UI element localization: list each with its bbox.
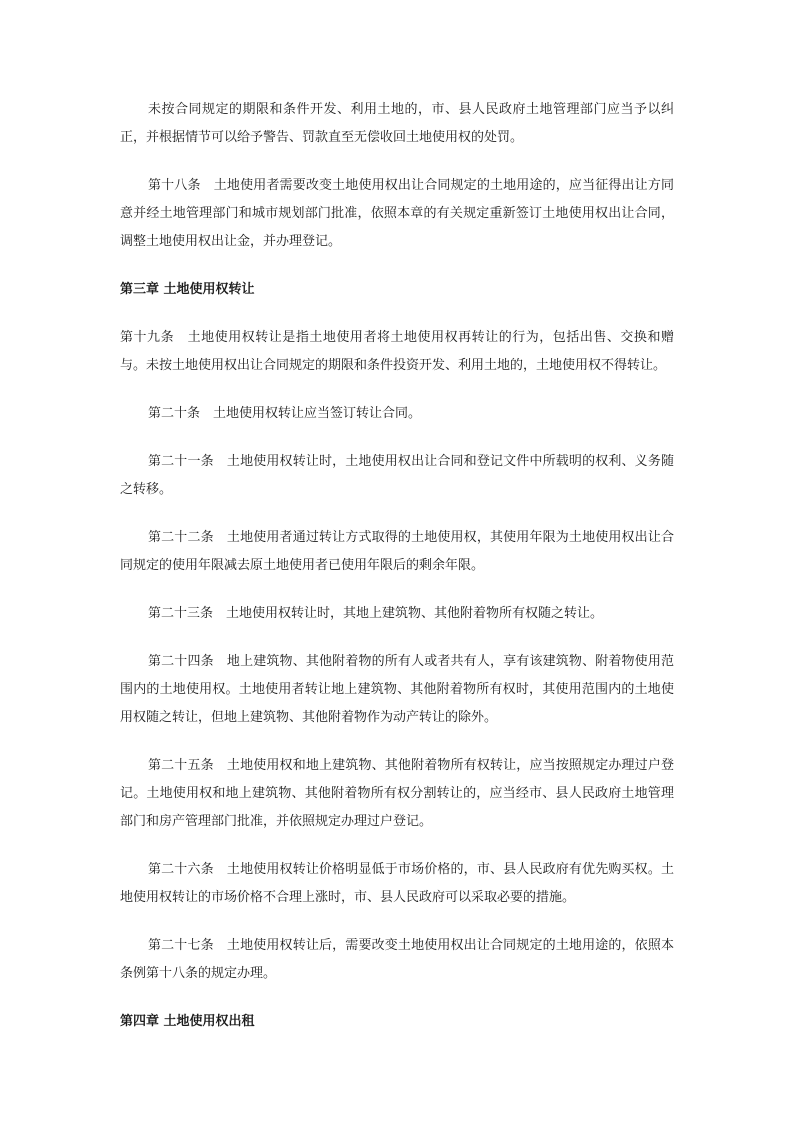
paragraph-article-27: 第二十七条 土地使用权转让后，需要改变土地使用权出让合同规定的土地用途的，依照本条例第十八条的规定办理。 — [120, 938, 674, 981]
paragraph-article-25: 第二十五条 土地使用权和地上建筑物、其他附着物所有权转让，应当按照规定办理过户登记。土地使用权和地上建筑物、其他附着物所有权分割转让的，应当经市、县人民政府土地管理部门和房产管理部门批准，并依照规定办理过户登记。 — [120, 758, 674, 829]
document-body — [120, 96, 674, 1056]
chapter-3-heading: 第三章 土地使用权转让 — [120, 282, 255, 297]
paragraph-article-19: 第十九条 土地使用权转让是指土地使用者将土地使用权再转让的行为，包括出售、交换和赠与。未按土地使用权出让合同规定的期限和条件投资开发、利用土地的，土地使用权不得转让。 — [120, 330, 674, 373]
paragraph-article-22: 第二十二条 土地使用者通过转让方式取得的土地使用权，其使用年限为土地使用权出让合同规定的使用年限减去原土地使用者已使用年限后的剩余年限。 — [120, 530, 674, 573]
chapter-4-heading: 第四章 土地使用权出租 — [120, 1014, 255, 1029]
paragraph-article-21: 第二十一条 土地使用权转让时，土地使用权出让合同和登记文件中所载明的权利、义务随之转移。 — [120, 454, 674, 497]
paragraph-article-18: 第十八条 土地使用者需要改变土地使用权出让合同规定的土地用途的，应当征得出让方同意并经土地管理部门和城市规划部门批准，依照本章的有关规定重新签订土地使用权出让合同，调整土地使用权出让金，并办理登记。 — [120, 178, 674, 249]
paragraph-article-23: 第二十三条 土地使用权转让时，其地上建筑物、其他附着物所有权随之转让。 — [148, 606, 604, 621]
paragraph-article-26: 第二十六条 土地使用权转让价格明显低于市场价格的，市、县人民政府有优先购买权。土地使用权转让的市场价格不合理上涨时，市、县人民政府可以采取必要的措施。 — [120, 862, 674, 905]
paragraph-article-20: 第二十条 土地使用权转让应当签订转让合同。 — [148, 406, 422, 421]
paragraph-article-24: 第二十四条 地上建筑物、其他附着物的所有人或者共有人，享有该建筑物、附着物使用范围内的土地使用权。土地使用者转让地上建筑物、其他附着物所有权时，其使用范围内的土地使用权随之转让，但地上建筑物、其他附着物作为动产转让的除外。 — [120, 654, 674, 725]
paragraph-article-17-continued: 未按合同规定的期限和条件开发、利用土地的，市、县人民政府土地管理部门应当予以纠正，并根据情节可以给予警告、罚款直至无偿收回土地使用权的处罚。 — [120, 102, 674, 145]
